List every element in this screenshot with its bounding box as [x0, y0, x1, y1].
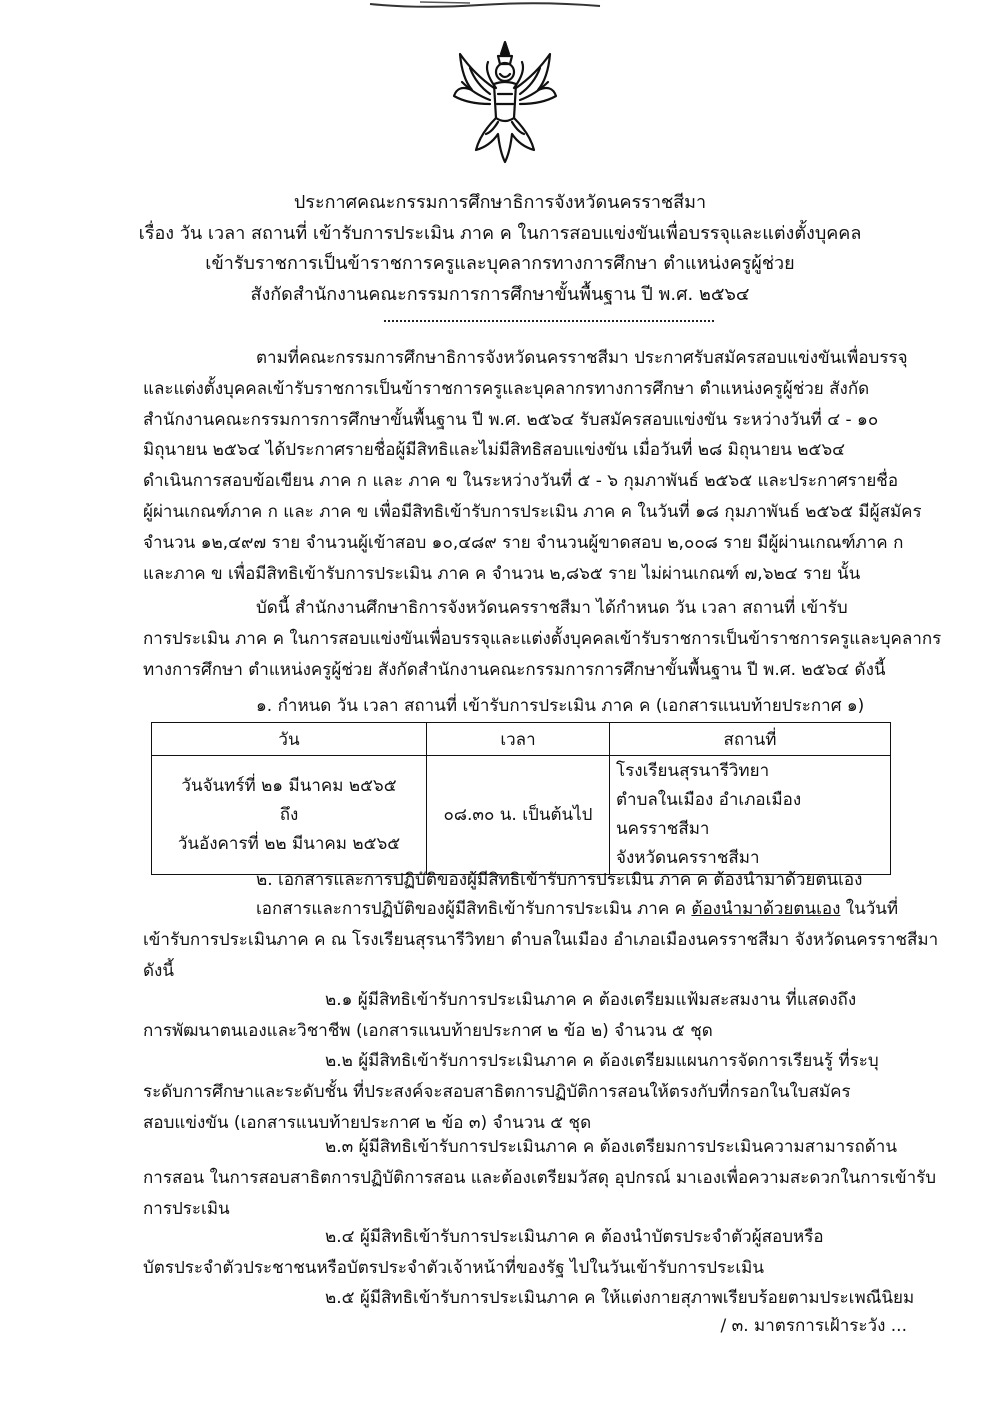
announcement-subject: เรื่อง วัน เวลา สถานที่ เข้ารับการประเมิน ภาค ค ในการสอบแข่งขันเพื่อบรรจุและแต่งตั้งบุคคล — [138, 222, 862, 244]
sec2-line: ดังนี้ — [143, 960, 174, 981]
day-cell — [152, 756, 427, 875]
col-place-header: สถานที่ — [610, 723, 891, 756]
schedule-table — [151, 722, 891, 875]
item-2-4: ๒.๔ ผู้มีสิทธิเข้ารับการประเมินภาค ค ต้องนำบัตรประจำตัวผู้สอบหรือ บัตรประจำตัวประชาชนหรือบัตรประจำตัวเจ้าหน้าที่ของรัฐ ไปในวันเข้ารับการประเมิน — [143, 1227, 824, 1278]
place-school: โรงเรียนสุรนารีวิทยา — [616, 761, 770, 781]
announcement-subject-cont-2: สังกัดสำนักงานคณะกรรมการการศึกษาขั้นพื้นฐาน ปี พ.ศ. ๒๕๖๔ — [250, 283, 750, 305]
intro-line: จำนวน ๑๒,๔๙๗ ราย จำนวนผู้เข้าสอบ ๑๐,๔๘๙ ราย จำนวนผู้ขาดสอบ ๒,๐๐๘ ราย มีผู้ผ่านเกณฑ์ภาค ก — [143, 532, 904, 553]
intro-paragraph — [143, 343, 922, 589]
place-district: ตำบลในเมือง อำเภอเมืองนครราชสีมา — [616, 790, 802, 839]
announcement-title: ประกาศคณะกรรมการศึกษาธิการจังหวัดนครราชสีมา — [293, 192, 707, 213]
item-2-3: ๒.๓ ผู้มีสิทธิเข้ารับการประเมินภาค ค ต้องเตรียมการประเมินความสามารถด้าน การสอน ในการสอบสาธิตการปฏิบัติการสอน และต้องเตรียมวัสดุ อุปกรณ์ มาเองเพื่อความสะดวกในการเข้ารับ การประเมิน — [143, 1137, 937, 1219]
scan-artifact-mark — [360, 0, 610, 14]
section-2-paragraph — [143, 894, 939, 986]
intro-line: สำนักงานคณะกรรมการการศึกษาขั้นพื้นฐาน ปี พ.ศ. ๒๕๖๔ รับสมัครสอบแข่งขัน ระหว่างวันที่ ๔ - ๑๐ — [143, 409, 879, 430]
day-end: วันอังคารที่ ๒๒ มีนาคม ๒๕๖๕ — [177, 833, 401, 854]
announce-line: การประเมิน ภาค ค ในการสอบแข่งขันเพื่อบรรจุและแต่งตั้งบุคคลเข้ารับราชการเป็นข้าราชการครูและบุคลากร — [143, 628, 942, 649]
day-start: วันจันทร์ที่ ๒๑ มีนาคม ๒๕๖๕ — [181, 775, 397, 796]
sec2-underlined-text: ต้องนำมาด้วยตนเอง — [691, 899, 841, 919]
place-cell — [610, 756, 891, 875]
intro-line: ดำเนินการสอบข้อเขียน ภาค ก และ ภาค ข ในระหว่างวันที่ ๕ - ๖ กุมภาพันธ์ ๒๕๖๕ และประกาศรายชื่อ — [143, 471, 899, 492]
col-day-header: วัน — [152, 723, 427, 756]
header-divider — [384, 320, 714, 322]
announce-line: บัดนี้ สำนักงานศึกษาธิการจังหวัดนครราชสีมา ได้กำหนด วัน เวลา สถานที่ เข้ารับ — [256, 598, 848, 618]
section-1-title: ๑. กำหนด วัน เวลา สถานที่ เข้ารับการประเมิน ภาค ค (เอกสารแนบท้ายประกาศ ๑) — [256, 696, 865, 716]
place-province: จังหวัดนครราชสีมา — [616, 848, 760, 868]
time-cell: ๐๘.๓๐ น. เป็นต้นไป — [427, 756, 610, 875]
item-2-1: ๒.๑ ผู้มีสิทธิเข้ารับการประเมินภาค ค ต้องเตรียมแฟ้มสะสมงาน ที่แสดงถึง การพัฒนาตนเองและวิชาชีพ (เอกสารแนบท้ายประกาศ ๒ ข้อ ๒) จำนวน ๕ ชุด — [143, 990, 857, 1041]
intro-line: และภาค ข เพื่อมีสิทธิเข้ารับการประเมิน ภาค ค จำนวน ๒,๘๖๕ ราย ไม่ผ่านเกณฑ์ ๗,๖๒๔ ราย นั้น — [143, 563, 861, 584]
announcement-subject-cont-1: เข้ารับราชการเป็นข้าราชการครูและบุคลากรทางการศึกษา ตำแหน่งครูผู้ช่วย — [205, 253, 795, 274]
intro-line: และแต่งตั้งบุคคลเข้ารับราชการเป็นข้าราชการครูและบุคลากรทางการศึกษา ตำแหน่งครูผู้ช่วย สังกัด — [143, 378, 870, 399]
intro-line: ผู้ผ่านเกณฑ์ภาค ก และ ภาค ข เพื่อมีสิทธิเข้ารับการประเมิน ภาค ค ในวันที่ ๑๘ กุมภาพันธ์ ๒๕๖๕ มีผู้สมัคร — [143, 501, 922, 522]
item-2-2: ๒.๒ ผู้มีสิทธิเข้ารับการประเมินภาค ค ต้องเตรียมแผนการจัดการเรียนรู้ ที่ระบุ ระดับการศึกษาและระดับชั้น ที่ประสงค์จะสอบสาธิตการปฏิบัติการสอนให้ตรงกับที่กรอกในใบสมัคร สอบแข่งขัน (เอกสารแนบท้ายประกาศ ๒ ข้อ ๓) จำนวน ๕ ชุด — [143, 1051, 879, 1133]
sec2-text: เอกสารและการปฏิบัติของผู้มีสิทธิเข้ารับการประเมิน ภาค ค — [256, 899, 692, 919]
sec2-line: เข้ารับการประเมินภาค ค ณ โรงเรียนสุรนารีวิทยา ตำบลในเมือง อำเภอเมืองนครราชสีมา จังหวัดนครราชสีมา — [143, 929, 939, 950]
item-2-5: ๒.๕ ผู้มีสิทธิเข้ารับการประเมินภาค ค ให้แต่งกายสุภาพเรียบร้อยตามประเพณีนิยม — [325, 1288, 915, 1308]
section-2-title: ๒. เอกสารและการปฏิบัติของผู้มีสิทธิเข้ารับการประเมิน ภาค ค ต้องนำมาด้วยตนเอง — [256, 870, 863, 890]
next-page-reference: / ๓. มาตรการเฝ้าระวัง ... — [720, 1316, 907, 1336]
col-time-header: เวลา — [427, 723, 610, 756]
intro-line: มิถุนายน ๒๕๖๔ ได้ประกาศรายชื่อผู้มีสิทธิและไม่มีสิทธิสอบแข่งขัน เมื่อวันที่ ๒๘ มิถุนายน ๒๕๖๔ — [143, 440, 846, 461]
sec2-text-end: ในวันที่ — [840, 899, 899, 919]
announce-line: ทางการศึกษา ตำแหน่งครูผู้ช่วย สังกัดสำนักงานคณะกรรมการการศึกษาขั้นพื้นฐาน ปี พ.ศ. ๒๕๖๔ ดังนี้ — [143, 659, 886, 680]
intro-line: ตามที่คณะกรรมการศึกษาธิการจังหวัดนครราชสีมา ประกาศรับสมัครสอบแข่งขันเพื่อบรรจุ — [256, 348, 908, 368]
table-header-row — [152, 723, 891, 756]
garuda-emblem-icon — [450, 38, 560, 168]
announcement-header — [0, 188, 1000, 310]
announce-paragraph — [143, 593, 942, 685]
table-row — [152, 756, 891, 875]
day-to: ถึง — [279, 804, 299, 825]
